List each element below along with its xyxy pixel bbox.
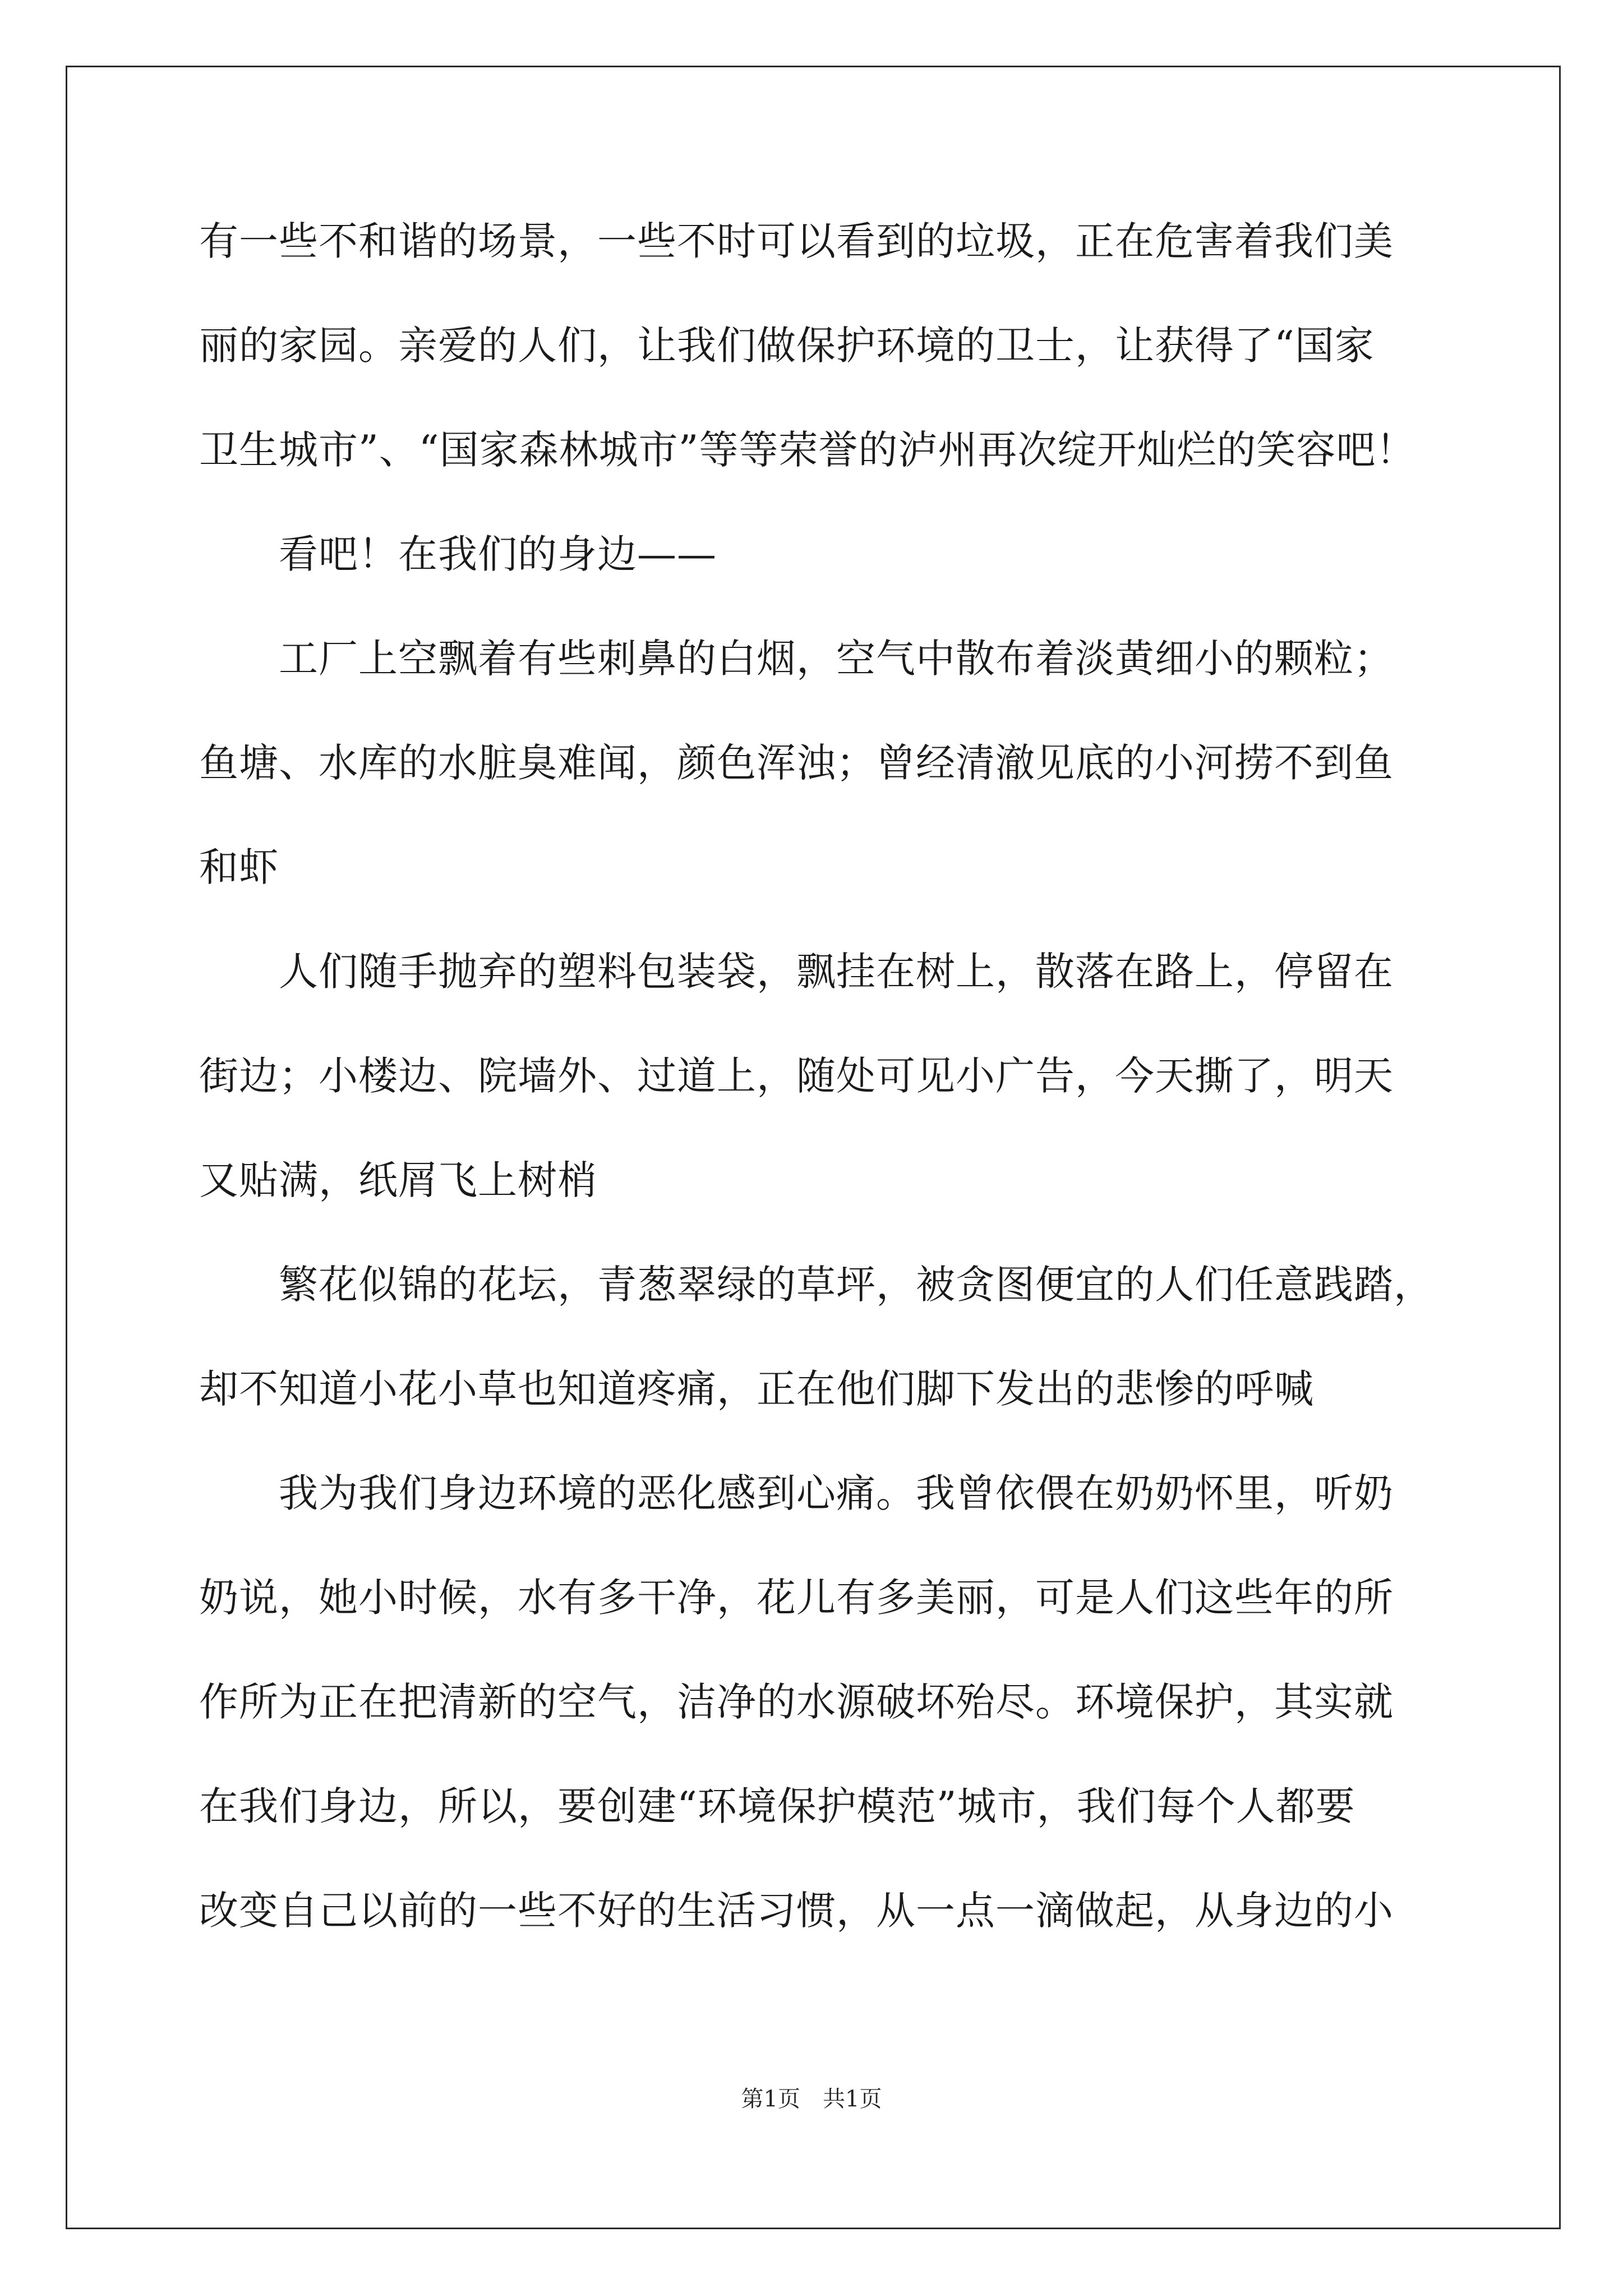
page-number-footer: 第1页 共1页 xyxy=(741,2086,882,2112)
text-line: 作所为正在把清新的空气，洁净的水源破坏殆尽。环境保护，其实就 xyxy=(199,1679,1394,1725)
text-line: 卫生城市”、“国家森林城市”等等荣誉的泸州再次绽开灿烂的笑容吧！ xyxy=(199,427,1416,473)
text-line: 看吧！在我们的身边—— xyxy=(199,531,717,577)
text-line: 鱼塘、水库的水脏臭难闻，颜色浑浊；曾经清澈见底的小河捞不到鱼 xyxy=(199,740,1394,786)
text-line: 街边；小楼边、院墙外、过道上，随处可见小广告，今天撕了，明天 xyxy=(199,1053,1394,1099)
text-line: 奶说，她小时候，水有多干净，花儿有多美丽，可是人们这些年的所 xyxy=(199,1575,1394,1621)
text-line: 人们随手抛弃的塑料包装袋，飘挂在树上，散落在路上，停留在 xyxy=(199,949,1394,995)
text-line: 有一些不和谐的场景，一些不时可以看到的垃圾，正在危害着我们美 xyxy=(199,218,1394,264)
text-line: 却不知道小花小草也知道疼痛，正在他们脚下发出的悲惨的呼喊 xyxy=(199,1366,1314,1412)
text-line: 又贴满，纸屑飞上树梢 xyxy=(199,1157,597,1203)
text-line: 在我们身边，所以，要创建“环境保护模范”城市，我们每个人都要 xyxy=(199,1783,1355,1829)
text-line: 繁花似锦的花坛，青葱翠绿的草坪，被贪图便宜的人们任意践踏， xyxy=(199,1262,1433,1308)
text-line: 改变自己以前的一些不好的生活习惯，从一点一滴做起，从身边的小 xyxy=(199,1888,1394,1934)
text-line: 丽的家园。亲爱的人们，让我们做保护环境的卫士，让获得了“国家 xyxy=(199,323,1375,369)
text-line: 我为我们身边环境的恶化感到心痛。我曾依偎在奶奶怀里，听奶 xyxy=(199,1470,1394,1516)
text-line: 工厂上空飘着有些刺鼻的白烟，空气中散布着淡黄细小的颗粒； xyxy=(199,636,1394,682)
text-line: 和虾 xyxy=(199,844,279,890)
document-body xyxy=(199,218,1433,1934)
